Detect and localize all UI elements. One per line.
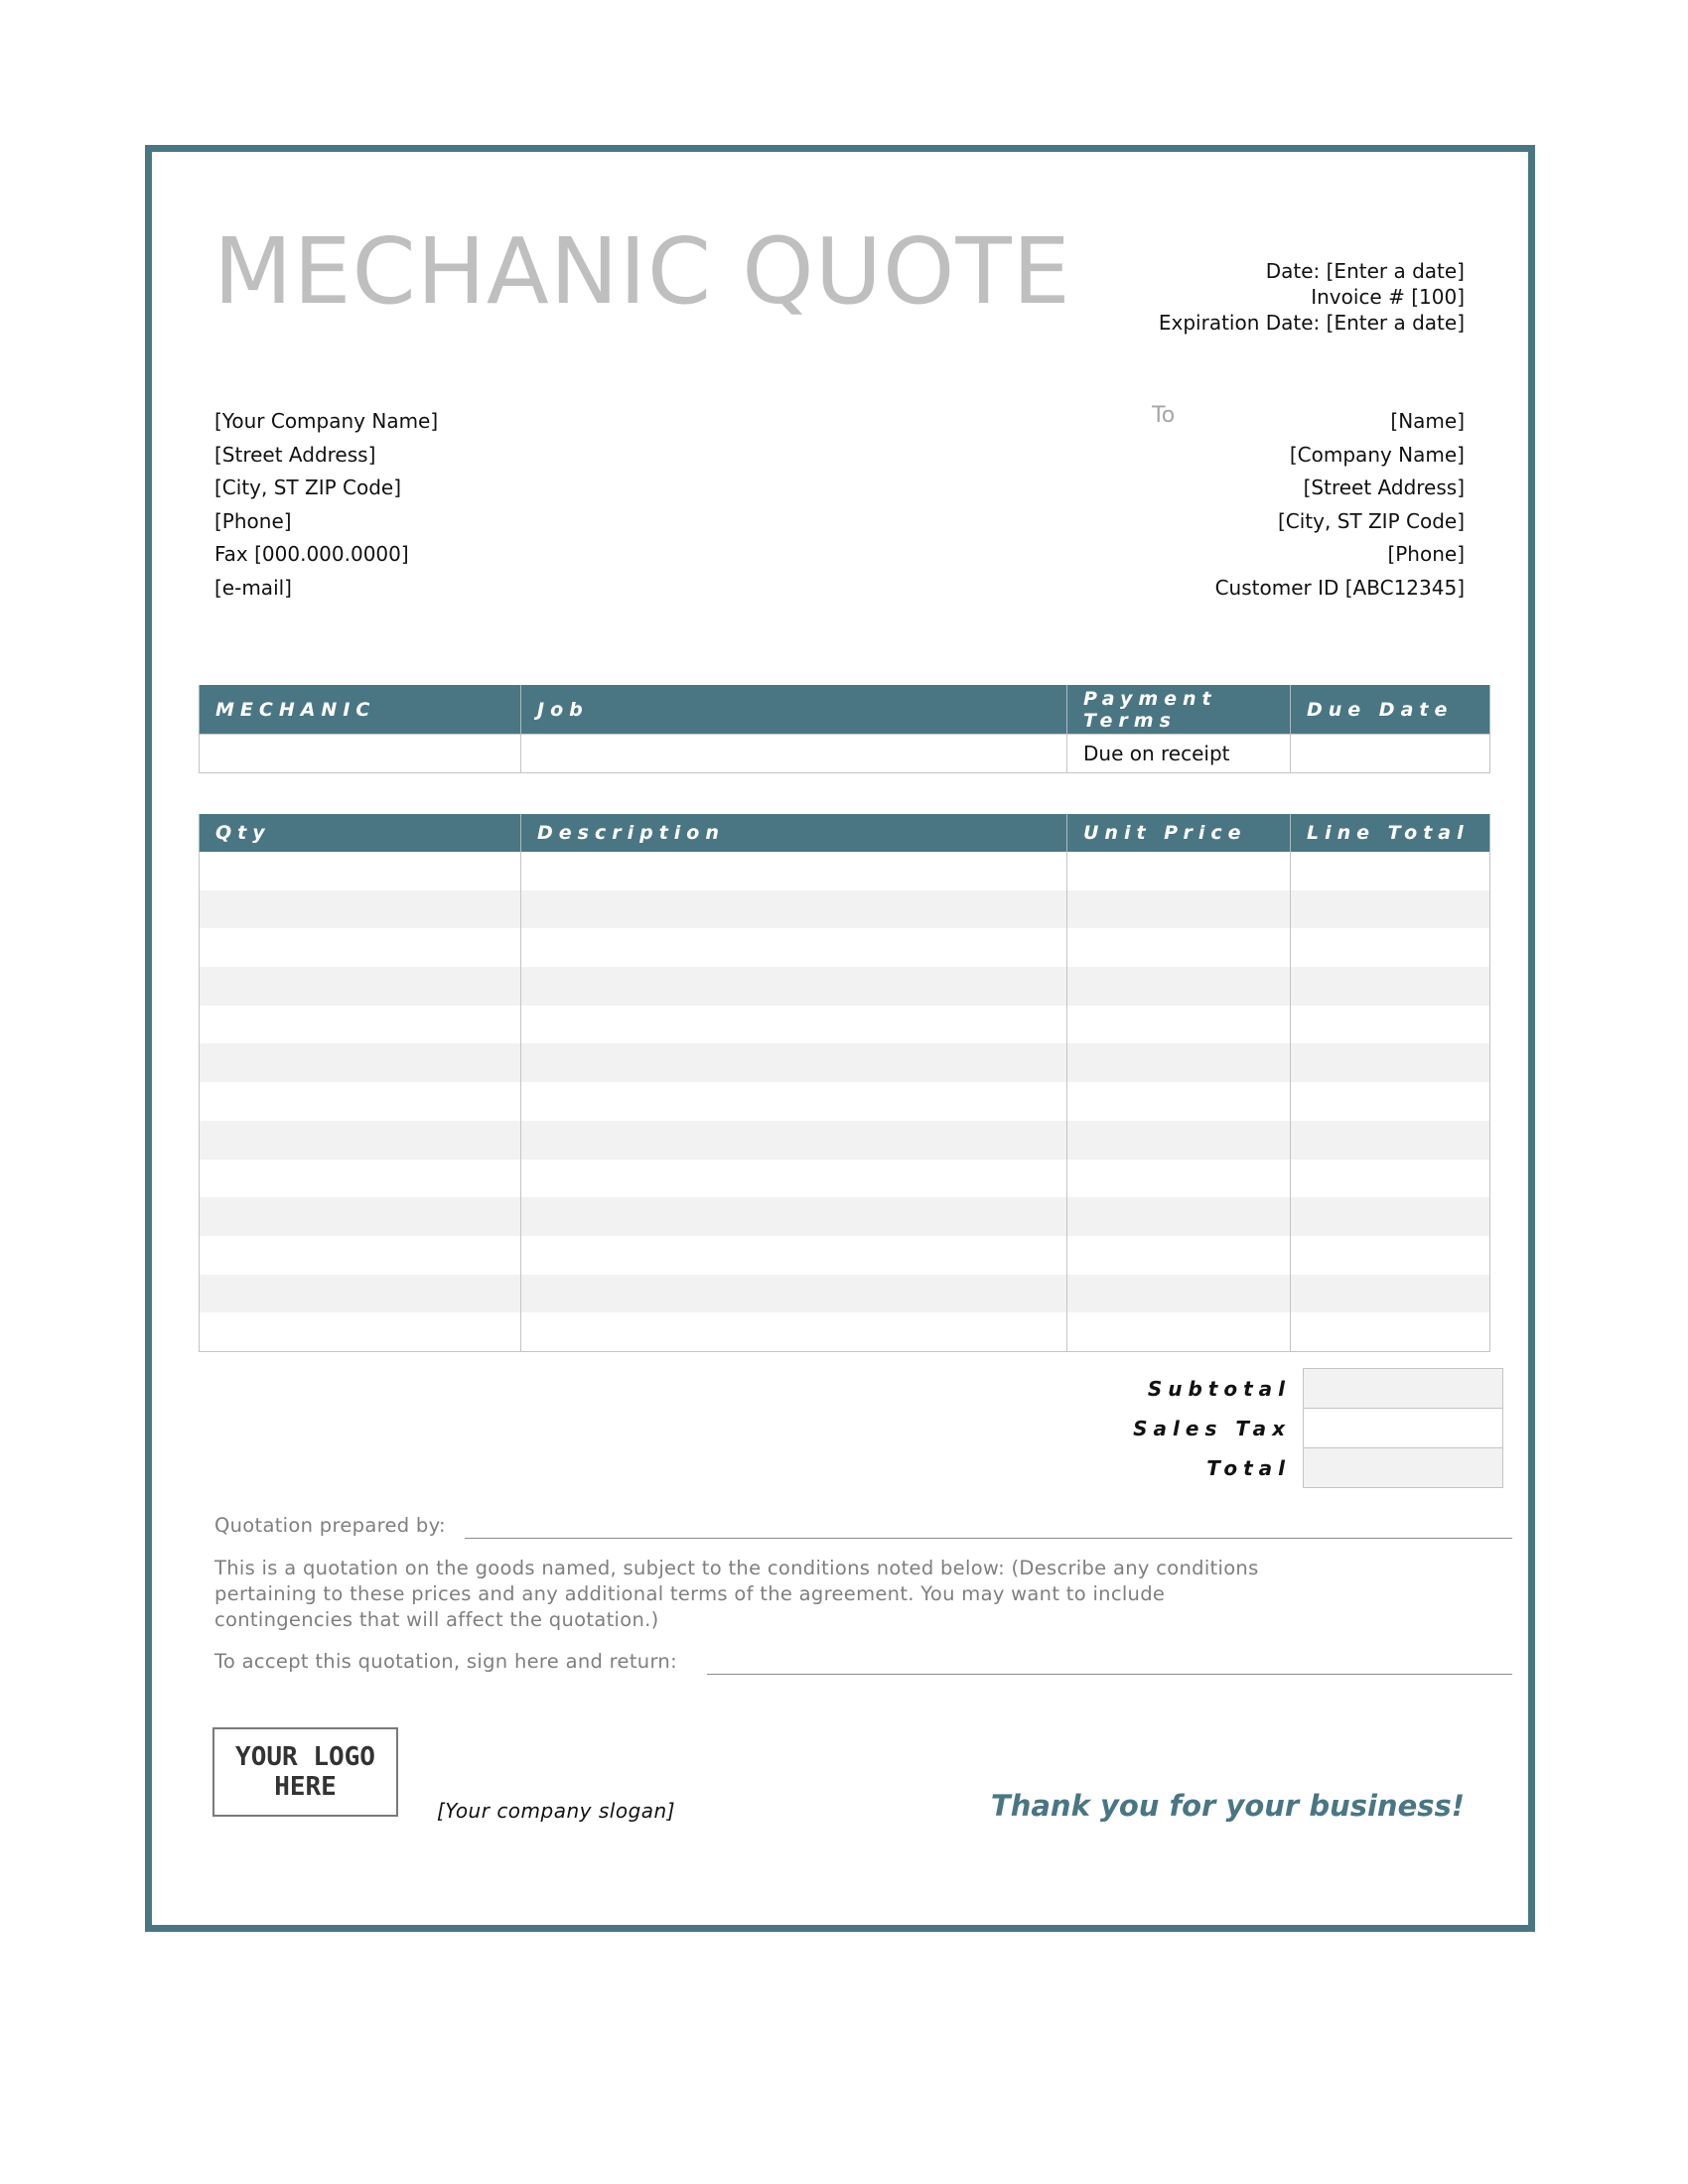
table-row [200,1197,1490,1236]
payment-terms-cell[interactable]: Due on receipt [1067,735,1291,773]
qty-cell[interactable] [200,928,521,967]
description-cell[interactable] [521,1312,1067,1351]
unit-price-cell[interactable] [1067,1275,1291,1313]
qty-cell[interactable] [200,1082,521,1121]
line-total-cell[interactable] [1291,1275,1490,1313]
description-cell[interactable] [521,890,1067,929]
prepared-by-label: Quotation prepared by: [214,1514,446,1537]
description-cell[interactable] [521,1160,1067,1198]
table-row [200,1043,1490,1082]
description-cell[interactable] [521,928,1067,967]
items-table [199,814,1490,1352]
line-total-cell[interactable] [1291,852,1490,890]
line-total-cell[interactable] [1291,1121,1490,1160]
unit-price-cell[interactable] [1067,1006,1291,1044]
sender-street[interactable]: [Street Address] [214,442,376,467]
sales-tax-label: Sales Tax [1133,1416,1291,1440]
to-label: To [1152,403,1176,428]
table-row [200,967,1490,1006]
signature-line[interactable] [707,1674,1512,1675]
recipient-phone[interactable]: [Phone] [1387,542,1465,566]
table-row [200,852,1490,890]
unit-price-cell[interactable] [1067,1160,1291,1198]
qty-cell[interactable] [200,1275,521,1313]
subtotal-row [1092,1369,1503,1409]
customer-id[interactable]: Customer ID [ABC12345] [1214,575,1465,600]
line-total-cell[interactable] [1291,1312,1490,1351]
description-cell[interactable] [521,1082,1067,1121]
job-table [199,685,1490,773]
document-title: MECHANIC QUOTE [213,218,1071,325]
header-due-date: Due Date [1291,685,1490,735]
description-cell[interactable] [521,967,1067,1006]
expiration-date[interactable]: Expiration Date: [Enter a date] [1158,311,1465,335]
subtotal-value[interactable] [1304,1369,1503,1409]
qty-cell[interactable] [200,1160,521,1198]
total-label: Total [1206,1455,1291,1480]
qty-cell[interactable] [200,1043,521,1082]
due-date-cell[interactable] [1291,735,1490,773]
subtotal-label: Subtotal [1147,1376,1291,1401]
header-payment-terms: Payment Terms [1067,685,1291,735]
total-row [1092,1448,1503,1488]
job-cell[interactable] [521,735,1067,773]
recipient-address [1215,405,1465,605]
unit-price-cell[interactable] [1067,1121,1291,1160]
line-total-cell[interactable] [1291,1197,1490,1236]
description-cell[interactable] [521,1043,1067,1082]
table-row [200,1312,1490,1351]
unit-price-cell[interactable] [1067,1043,1291,1082]
unit-price-cell[interactable] [1067,928,1291,967]
description-cell[interactable] [521,1197,1067,1236]
table-row [200,1160,1490,1198]
sender-city[interactable]: [City, ST ZIP Code] [214,476,402,499]
qty-cell[interactable] [200,1006,521,1044]
description-cell[interactable] [521,1121,1067,1160]
accept-label: To accept this quotation, sign here and return: [214,1650,677,1673]
qty-cell[interactable] [200,967,521,1006]
description-cell[interactable] [521,852,1067,890]
table-row [200,890,1490,929]
recipient-name[interactable]: [Name] [1390,409,1465,433]
sender-address [214,405,438,605]
header-qty: Qty [200,814,521,852]
total-value[interactable] [1304,1448,1503,1488]
header-description: Description [521,814,1067,852]
recipient-city[interactable]: [City, ST ZIP Code] [1277,508,1465,533]
unit-price-cell[interactable] [1067,1236,1291,1275]
recipient-company[interactable]: [Company Name] [1289,442,1465,467]
logo-placeholder[interactable]: YOUR LOGO HERE [212,1727,398,1817]
qty-cell[interactable] [200,1197,521,1236]
prepared-by-line[interactable] [465,1538,1512,1539]
unit-price-cell[interactable] [1067,1197,1291,1236]
table-row [200,928,1490,967]
unit-price-cell[interactable] [1067,890,1291,929]
unit-price-cell[interactable] [1067,1082,1291,1121]
description-cell[interactable] [521,1236,1067,1275]
line-total-cell[interactable] [1291,1006,1490,1044]
unit-price-cell[interactable] [1067,967,1291,1006]
header-unit-price: Unit Price [1067,814,1291,852]
date-field[interactable]: Date: [Enter a date] [1265,259,1465,283]
description-cell[interactable] [521,1006,1067,1044]
thank-you-message: Thank you for your business! [990,1789,1465,1823]
line-total-cell[interactable] [1291,1082,1490,1121]
line-total-cell[interactable] [1291,1160,1490,1198]
line-total-cell[interactable] [1291,1043,1490,1082]
qty-cell[interactable] [200,852,521,890]
recipient-street[interactable]: [Street Address] [1303,476,1465,499]
table-row [200,1082,1490,1121]
sales-tax-value[interactable] [1304,1409,1503,1448]
description-cell[interactable] [521,1275,1067,1313]
mechanic-cell[interactable] [200,735,521,773]
table-row [200,1275,1490,1313]
unit-price-cell[interactable] [1067,852,1291,890]
qty-cell[interactable] [200,1121,521,1160]
totals-table [1092,1368,1503,1488]
line-total-cell[interactable] [1291,1236,1490,1275]
line-total-cell[interactable] [1291,890,1490,929]
invoice-number[interactable]: Invoice # [100] [1311,285,1465,309]
sender-phone[interactable]: [Phone] [214,508,292,533]
table-row [200,1006,1490,1044]
table-row [200,735,1490,773]
header-mechanic: MECHANIC [200,685,521,735]
table-row [200,1121,1490,1160]
sender-company[interactable]: [Your Company Name] [214,409,439,433]
conditions-text[interactable]: This is a quotation on the goods named, subject to the conditions noted below: (Describe any conditions pertaining to these prices and any additional terms of the agreement. You may want to include contingencies that will affect the quotation.) [214,1557,1259,1631]
sender-fax[interactable]: Fax [000.000.0000] [214,542,409,566]
qty-cell[interactable] [200,1312,521,1351]
unit-price-cell[interactable] [1067,1312,1291,1351]
sales-tax-row [1092,1409,1503,1448]
line-total-cell[interactable] [1291,967,1490,1006]
table-row [200,1236,1490,1275]
line-total-cell[interactable] [1291,928,1490,967]
sender-email[interactable]: [e-mail] [214,575,292,600]
quote-meta [1159,258,1465,336]
qty-cell[interactable] [200,1236,521,1275]
header-line-total: Line Total [1291,814,1490,852]
header-job: Job [521,685,1067,735]
qty-cell[interactable] [200,890,521,929]
company-slogan[interactable]: [Your company slogan] [437,1799,675,1823]
job-table-header [200,685,1490,735]
items-table-header [200,814,1490,852]
